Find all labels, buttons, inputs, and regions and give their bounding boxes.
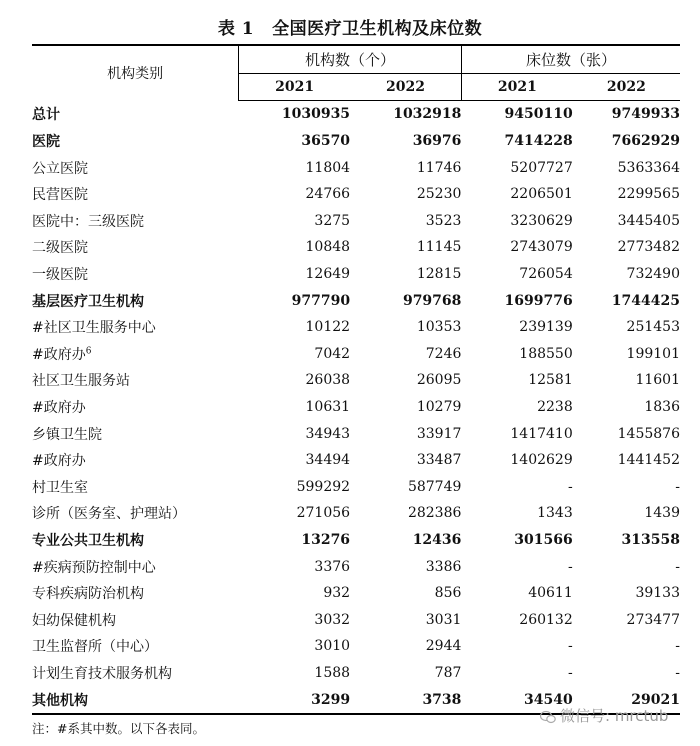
cell-value: 1417410 <box>510 425 573 442</box>
cell-value: 11804 <box>305 159 351 176</box>
cell-value: 3376 <box>314 558 351 575</box>
cell-value: 1744425 <box>611 292 680 309</box>
table-row <box>32 234 680 261</box>
row-label <box>32 234 239 261</box>
row-label <box>32 606 239 633</box>
cell-value: 3031 <box>425 611 462 628</box>
cell-value: 1455876 <box>617 425 680 442</box>
row-label-text: #政府办 <box>32 400 86 417</box>
table-row <box>32 527 680 554</box>
cell-value: 36570 <box>301 133 351 150</box>
row-label-text: 妇幼保健机构 <box>32 612 116 629</box>
cell-value: 856 <box>434 585 462 602</box>
table-row <box>32 314 680 341</box>
table-row <box>32 633 680 660</box>
data-table <box>32 44 680 715</box>
table-row <box>32 660 680 687</box>
cell-value: 3010 <box>314 638 351 655</box>
table-number: 表 1 <box>217 19 255 39</box>
cell-value: 979768 <box>402 292 462 309</box>
cell-value: 260132 <box>519 611 573 628</box>
row-label-text: 医院中：三级医院 <box>32 213 144 230</box>
cell-value: 2773482 <box>617 239 680 256</box>
cell-value: 11145 <box>416 239 462 256</box>
row-label <box>32 341 239 368</box>
cell-value: 2743079 <box>510 239 573 256</box>
row-label-text: 卫生监督所（中心） <box>32 639 158 656</box>
cell-value: 33487 <box>416 452 462 469</box>
cell-value: - <box>675 664 680 681</box>
table-row <box>32 208 680 235</box>
table-row <box>32 181 680 208</box>
table-row <box>32 500 680 527</box>
row-label-text: #政府办 <box>32 346 86 363</box>
row-label <box>32 181 239 208</box>
cell-value: - <box>568 478 573 495</box>
cell-value: 5207727 <box>510 159 573 176</box>
table-row <box>32 420 680 447</box>
cell-value: 3275 <box>314 212 351 229</box>
cell-value: 188550 <box>519 345 573 362</box>
row-label-text: #社区卫生服务中心 <box>32 320 156 337</box>
cell-value: 36976 <box>412 133 462 150</box>
cell-value: 25230 <box>416 186 462 203</box>
footnote-ref: 6 <box>85 346 92 357</box>
cell-value: 273477 <box>626 611 680 628</box>
row-label-text: 二级医院 <box>32 240 88 257</box>
cell-value: 2206501 <box>510 186 573 203</box>
cell-value: 7414228 <box>504 133 573 150</box>
wechat-icon <box>540 710 556 724</box>
wechat-watermark <box>540 705 668 726</box>
watermark-text: 微信号: mrctub <box>560 707 669 725</box>
footnote: 注：#系其中数。以下各表同。 <box>32 721 205 736</box>
cell-value: 12649 <box>305 266 351 283</box>
table-title <box>0 14 700 39</box>
row-label-text: 基层医疗卫生机构 <box>32 293 144 310</box>
cell-value: 3738 <box>350 686 461 714</box>
row-label <box>32 208 239 235</box>
row-label-text: 计划生育技术服务机构 <box>32 665 172 682</box>
row-label-text: #疾病预防控制中心 <box>32 559 156 576</box>
cell-value: 1439 <box>644 505 680 522</box>
table-row <box>32 474 680 501</box>
cell-value: 251453 <box>626 319 680 336</box>
cell-value: 239139 <box>519 319 573 336</box>
cell-value: 599292 <box>296 478 351 495</box>
cell-value: 199101 <box>626 345 680 362</box>
row-label-text: 其他机构 <box>32 692 88 709</box>
cell-value: 9749933 <box>611 106 680 123</box>
cell-value: 3445405 <box>617 212 680 229</box>
cell-value: 271056 <box>296 505 351 522</box>
row-label <box>32 420 239 447</box>
table-row <box>32 447 680 474</box>
cell-value: 3523 <box>425 212 462 229</box>
row-label-text: 民营医院 <box>32 187 88 204</box>
cell-value: 39133 <box>635 585 680 602</box>
cell-value: 1441452 <box>617 452 680 469</box>
cell-value: 10848 <box>305 239 351 256</box>
header-beds: 床位数（张） <box>461 45 680 73</box>
table-row <box>32 128 680 155</box>
row-label <box>32 394 239 421</box>
cell-value: 1032918 <box>393 106 462 123</box>
cell-value: 3386 <box>425 558 462 575</box>
cell-value: - <box>568 558 573 575</box>
cell-value: 2238 <box>537 399 573 416</box>
cell-value: 977790 <box>291 292 351 309</box>
row-label <box>32 660 239 687</box>
row-label <box>32 287 239 314</box>
cell-value: 34494 <box>305 452 351 469</box>
cell-value: 1343 <box>537 505 573 522</box>
cell-value: - <box>568 638 573 655</box>
cell-value: 11601 <box>635 372 680 389</box>
table-row <box>32 154 680 181</box>
header-year: 2022 <box>350 73 461 101</box>
row-label-text: #政府办 <box>32 453 86 470</box>
cell-value: 1836 <box>644 399 680 416</box>
header-year: 2022 <box>573 73 680 101</box>
cell-value: 12815 <box>416 266 462 283</box>
cell-value: 282386 <box>407 505 462 522</box>
row-label-text: 一级医院 <box>32 267 88 284</box>
cell-value: - <box>675 558 680 575</box>
cell-value: 7042 <box>314 345 351 362</box>
row-label <box>32 101 239 128</box>
cell-value: 7246 <box>425 345 462 362</box>
row-label <box>32 500 239 527</box>
cell-value: 787 <box>434 664 462 681</box>
table-row <box>32 341 680 368</box>
cell-value: 587749 <box>407 478 462 495</box>
row-label-text: 专科疾病防治机构 <box>32 586 144 603</box>
row-label <box>32 633 239 660</box>
cell-value: 5363364 <box>617 159 680 176</box>
cell-value: 10353 <box>416 319 462 336</box>
cell-value: 3299 <box>239 686 350 714</box>
row-label-text: 总计 <box>32 107 60 124</box>
table-row <box>32 287 680 314</box>
table-title-text: 全国医疗卫生机构及床位数 <box>272 19 483 39</box>
cell-value: 12581 <box>528 372 573 389</box>
header-year: 2021 <box>461 73 572 101</box>
row-label-text: 村卫生室 <box>32 479 88 496</box>
cell-value: 1699776 <box>504 292 573 309</box>
row-label <box>32 580 239 607</box>
row-label <box>32 261 239 288</box>
cell-value: 2299565 <box>617 186 680 203</box>
cell-value: 12436 <box>412 531 462 548</box>
row-label-text: 公立医院 <box>32 160 88 177</box>
cell-value: 732490 <box>626 266 680 283</box>
table-row <box>32 367 680 394</box>
cell-value: 40611 <box>528 585 573 602</box>
row-label-text: 乡镇卫生院 <box>32 426 102 443</box>
table-row <box>32 606 680 633</box>
header-institutions: 机构数（个） <box>239 45 462 73</box>
row-label <box>32 527 239 554</box>
cell-value: 26095 <box>416 372 462 389</box>
table-row <box>32 580 680 607</box>
cell-value: 10122 <box>305 319 351 336</box>
row-label <box>32 314 239 341</box>
table-row <box>32 101 680 128</box>
cell-value: 29021 <box>573 686 680 714</box>
cell-value: 2944 <box>425 638 462 655</box>
row-label <box>32 686 239 714</box>
cell-value: 1030935 <box>281 106 351 123</box>
cell-value: 301566 <box>514 531 573 548</box>
row-label <box>32 154 239 181</box>
row-label-text: 诊所（医务室、护理站） <box>32 506 186 523</box>
cell-value: 34540 <box>461 686 572 714</box>
cell-value: 11746 <box>416 159 462 176</box>
cell-value: - <box>675 478 680 495</box>
cell-value: 3032 <box>314 611 351 628</box>
cell-value: 726054 <box>519 266 573 283</box>
row-label <box>32 367 239 394</box>
table-row <box>32 261 680 288</box>
row-label-text: 专业公共卫生机构 <box>32 532 144 549</box>
cell-value: 932 <box>323 585 351 602</box>
cell-value: 3230629 <box>510 212 573 229</box>
cell-value: - <box>568 664 573 681</box>
cell-value: 10631 <box>305 399 351 416</box>
row-label <box>32 447 239 474</box>
table-row <box>32 553 680 580</box>
row-label <box>32 553 239 580</box>
cell-value: 9450110 <box>504 106 573 123</box>
row-label <box>32 128 239 155</box>
cell-value: 313558 <box>621 531 680 548</box>
cell-value: 1402629 <box>510 452 573 469</box>
row-label <box>32 474 239 501</box>
header-year: 2021 <box>239 73 350 101</box>
row-label-text: 医院 <box>32 134 60 151</box>
row-label-text: 社区卫生服务站 <box>32 373 130 390</box>
cell-value: - <box>675 638 680 655</box>
table-row <box>32 394 680 421</box>
header-category: 机构类别 <box>32 45 239 101</box>
cell-value: 1588 <box>314 664 351 681</box>
cell-value: 24766 <box>305 186 351 203</box>
cell-value: 10279 <box>416 399 462 416</box>
cell-value: 7662929 <box>611 133 680 150</box>
cell-value: 13276 <box>301 531 351 548</box>
cell-value: 26038 <box>305 372 351 389</box>
cell-value: 34943 <box>305 425 351 442</box>
cell-value: 33917 <box>416 425 462 442</box>
